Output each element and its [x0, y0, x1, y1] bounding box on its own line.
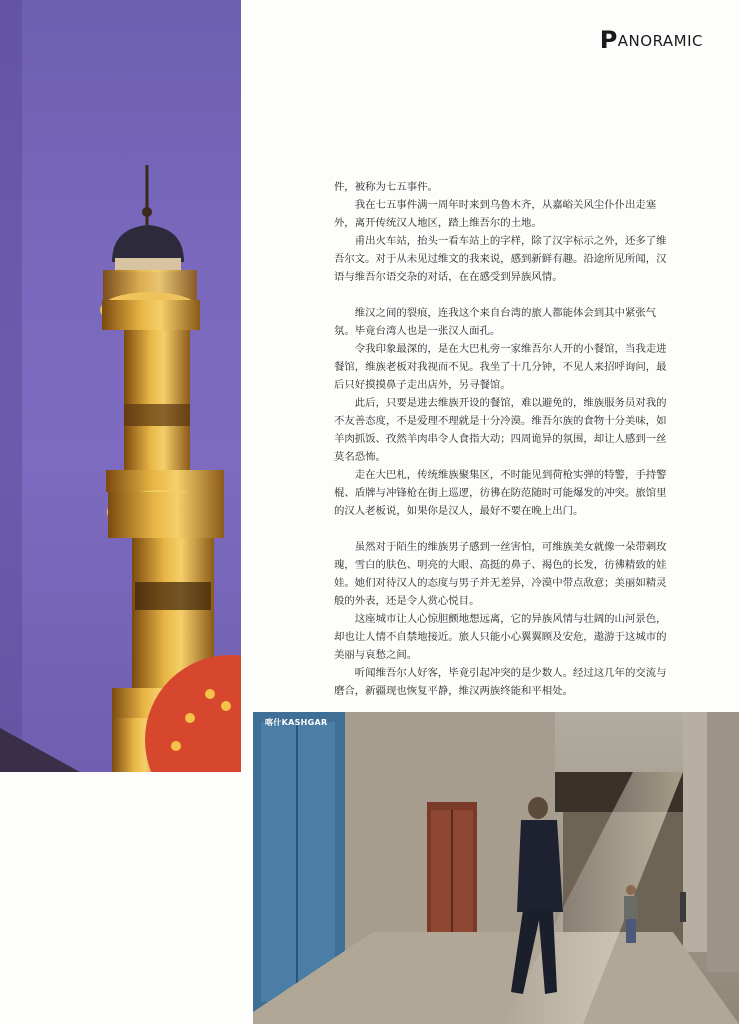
article-paragraph: 令我印象最深的，是在大巴札旁一家维吾尔人开的小餐馆，当我走进餐馆，维族老板对我视而不见。我坐了十几分钟，不见人来招呼询问，最后只好摸摸鼻子走出店外，另寻餐馆。	[334, 343, 667, 391]
article-paragraph: 维汉之间的裂痕，连我这个来自台湾的旅人都能体会到其中紧张气氛。毕竟台湾人也是一张汉人面孔。	[334, 307, 657, 337]
kashgar-street-photo	[253, 712, 739, 1024]
photo-caption: 喀什KASHGAR	[265, 718, 328, 727]
article-paragraph: 虽然对于陌生的维族男子感到一丝害怕，可维族美女就像一朵带刺玫瑰，雪白的肤色、明亮的大眼、高挺的鼻子、褐色的长发，彷彿精致的娃娃。她们对待汉人的态度与男子并无差异，冷漠中带点敌意；美丽如精灵般的外表，还是令人赏心悦目。	[334, 541, 667, 607]
minaret-photo	[0, 0, 241, 772]
magazine-section-header	[600, 26, 703, 54]
article-body	[334, 178, 674, 700]
paragraph-gap	[334, 520, 674, 538]
article-paragraph: 走在大巴札，传统维族聚集区，不时能见到荷枪实弹的特警，手持警棍、盾牌与冲锋枪在街上巡逻，彷彿在防范随时可能爆发的冲突。旅馆里的汉人老板说，如果你是汉人，最好不要在晚上出门。	[334, 469, 667, 517]
article-paragraph: 听闻维吾尔人好客，毕竟引起冲突的是少数人。经过这几年的交流与磨合，新疆现也恢复平静，维汉两族终能和平相处。	[334, 667, 667, 697]
article-paragraph: 这座城市让人心惊胆颤地想远离，它的异族风情与壮阔的山河景色，却也让人情不自禁地接近。旅人只能小心翼翼顾及安危，遨游于这城市的美丽与哀愁之间。	[334, 613, 667, 661]
article-paragraph: 此后，只要是进去维族开设的餐馆，难以避免的，维族服务员对我的不友善态度，不是爱理不理就是十分冷漠。维吾尔族的食物十分美味，如羊肉抓饭、孜然羊肉串令人食指大动；四周诡异的氛围，却让人感到一丝莫名恐怖。	[334, 397, 667, 463]
brand-initial: P	[599, 26, 618, 54]
brand-rest: ANORAMIC	[617, 32, 703, 50]
paragraph-gap	[334, 286, 674, 304]
article-paragraph: 件，被称为七五事件。	[334, 181, 438, 193]
article-paragraph: 甫出火车站，抬头一看车站上的字样，除了汉字标示之外，还多了维吾尔文。对于从未见过维文的我来说，感到新鲜有趣。沿途所见所闻，汉语与维吾尔语交杂的对话，在在感受到异族风情。	[334, 235, 667, 283]
article-paragraph: 我在七五事件满一周年时来到乌鲁木齐，从嘉峪关风尘仆仆出走塞外，离开传统汉人地区，踏上维吾尔的土地。	[334, 199, 657, 229]
